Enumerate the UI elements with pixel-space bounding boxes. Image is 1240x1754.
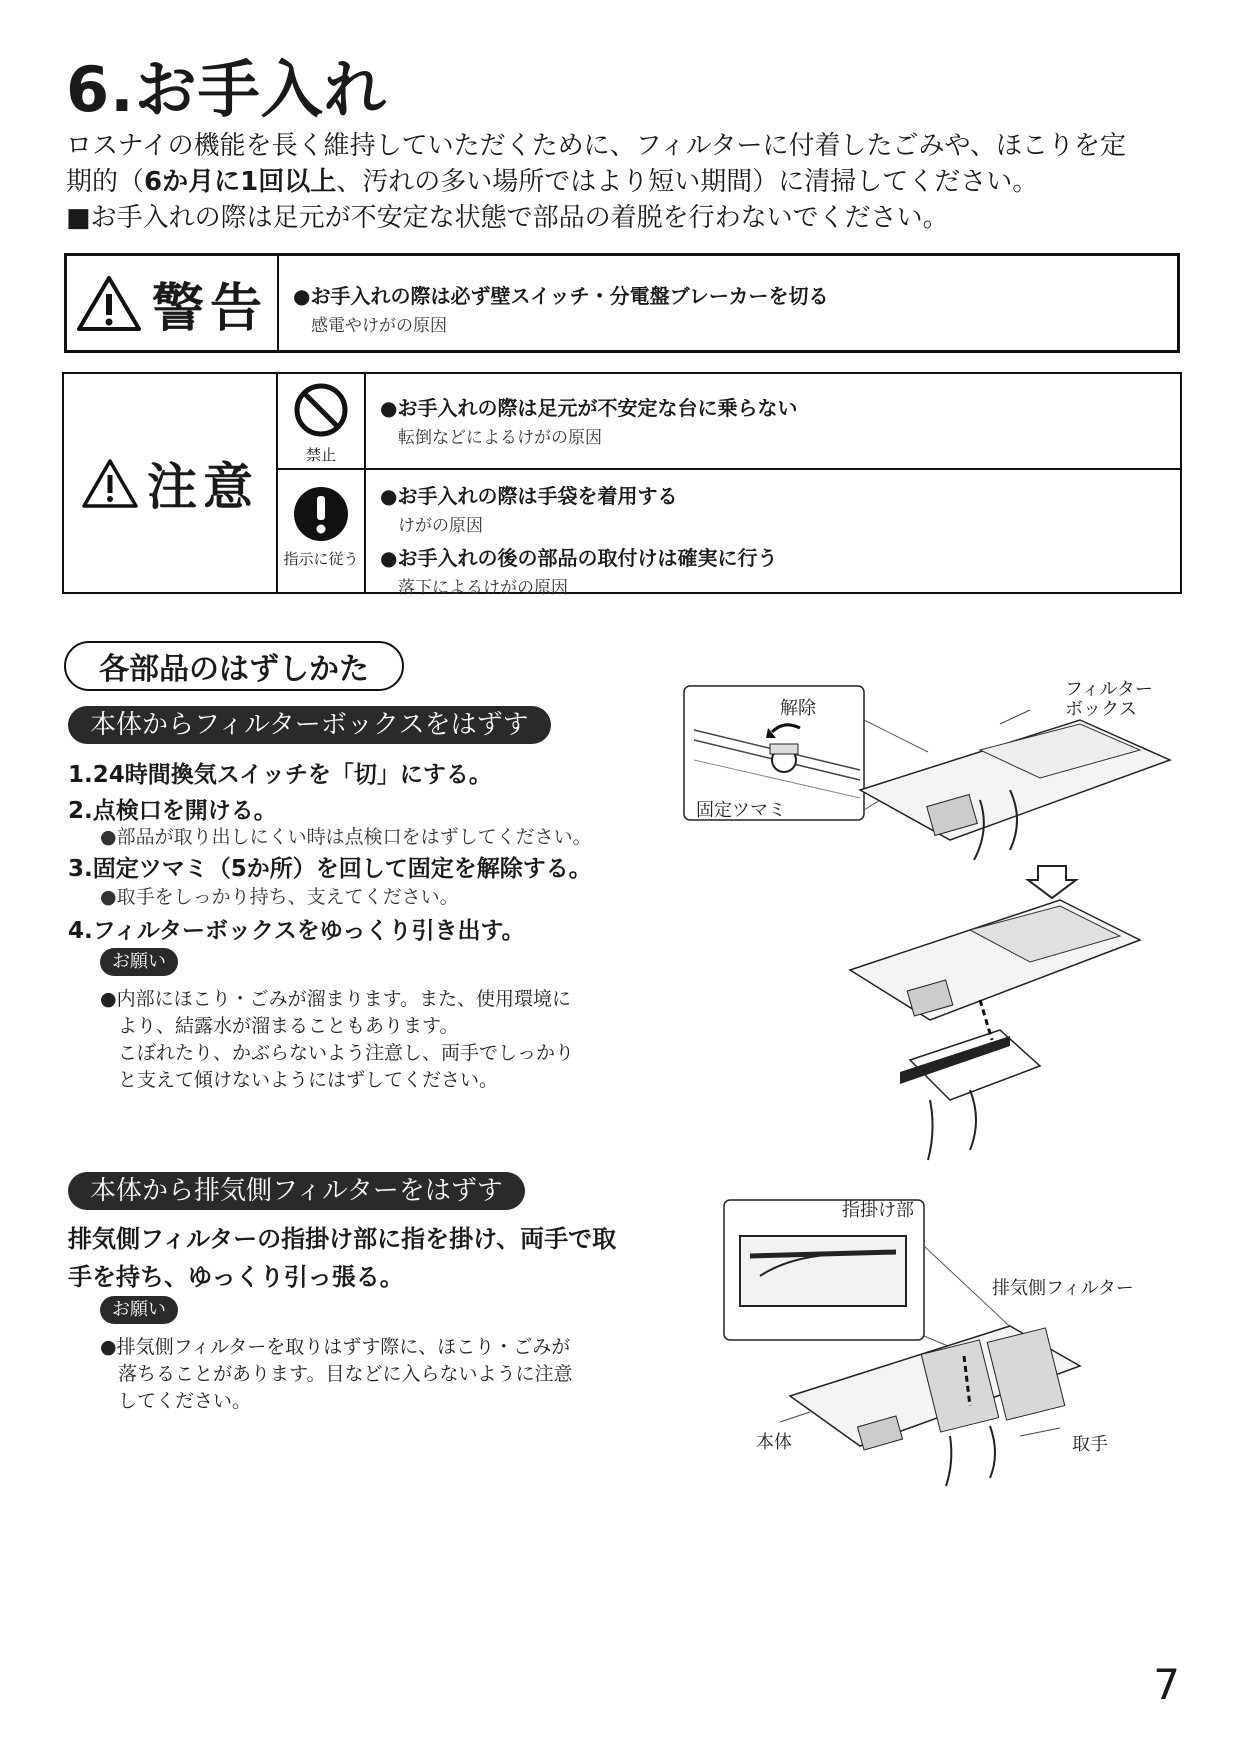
caution-row-divider (364, 468, 1180, 470)
section-header: 各部品のはずしかた (64, 641, 404, 691)
filter-box-illustration (680, 680, 1180, 1180)
label-release: 解除 (780, 698, 816, 719)
figure-filter-box-removal (680, 680, 1180, 1180)
step-2: 2.点検口を開ける。 (68, 798, 277, 824)
warning-sub: 感電やけがの原因 (311, 316, 447, 336)
subsection-2-title: 本体から排気側フィルターをはずす (68, 1172, 525, 1210)
caution-triangle-icon (81, 457, 139, 509)
warning-triangle-icon (76, 274, 142, 332)
caution-label-text: 注意 (147, 458, 259, 516)
step-4: 4.フィルターボックスをゆっくり引き出す。 (68, 918, 525, 944)
note-2: ●部品が取り出しにくい時は点検口をはずしてください。 (100, 826, 592, 848)
label-finger-hold: 指掛け部 (842, 1200, 914, 1221)
label-filter-box: フィルター ボックス (1065, 679, 1153, 720)
caution-content-1 (380, 392, 797, 448)
caution-sub-3: 落下によるけがの原因 (398, 578, 568, 598)
warning-label (67, 256, 279, 350)
step-3: 3.固定ツマミ（5か所）を回して固定を解除する。 (68, 856, 592, 882)
note-3: ●取手をしっかり持ち、支えてください。 (100, 886, 459, 908)
subsection-2-body: 排気側フィルターの指掛け部に指を掛け、両手で取 手を持ち、ゆっくり引っ張る。 (68, 1225, 617, 1291)
caution-content-2 (380, 480, 777, 598)
page-number: 7 (1153, 1660, 1180, 1709)
mandatory-cell (278, 470, 366, 592)
label-handle: 取手 (1072, 1434, 1108, 1455)
caution-item-2: ●お手入れの際は手袋を着用する (380, 484, 678, 508)
onegai-badge-1: お願い (100, 948, 178, 976)
caution-sub-1: 転倒などによるけがの原因 (398, 428, 602, 448)
intro-line-2: 期的（6か月に1回以上、汚れの多い場所ではより短い期間）に清掃してください。 (66, 167, 1039, 197)
onegai-badge-2: お願い (100, 1296, 178, 1324)
subsection-1-title: 本体からフィルターボックスをはずす (68, 706, 551, 744)
page-title: 6.お手入れ (66, 53, 387, 126)
prohibit-cell (278, 374, 366, 470)
warning-item: ●お手入れの際は必ず壁スイッチ・分電盤ブレーカーを切る (293, 284, 829, 308)
request-paragraph-1: ●内部にほこり・ごみが溜まります。また、使用環境に より、結露水が溜まることもあります。 こぼれたり、かぶらないよう注意し、両手でしっかり と支えて傾けないようにはずしてください。 (100, 988, 575, 1091)
prohibit-icon (293, 382, 349, 438)
mandatory-caption: 指示に従う (283, 550, 359, 568)
prohibit-caption: 禁止 (305, 446, 336, 464)
caution-label (64, 374, 278, 592)
warning-box (64, 253, 1180, 353)
intro-line-3: ■お手入れの際は足元が不安定な状態で部品の着脱を行わないでください。 (66, 203, 949, 233)
caution-item-1: ●お手入れの際は足元が不安定な台に乗らない (380, 396, 798, 420)
warning-label-text: 警告 (151, 278, 268, 339)
figure-exhaust-filter-removal (720, 1196, 1180, 1496)
label-fixing-knob: 固定ツマミ (696, 800, 786, 821)
mandatory-exclamation-icon (293, 486, 349, 542)
step-1: 1.24時間換気スイッチを「切」にする。 (68, 762, 492, 788)
caution-box (62, 372, 1182, 598)
intro-line-1: ロスナイの機能を長く維持していただくために、フィルターに付着したごみや、ほこりを定 (66, 131, 1127, 161)
warning-content (293, 280, 828, 336)
request-paragraph-2: ●排気側フィルターを取りはずす際に、ほこり・ごみが 落ちることがあります。目などに入らないように注意 してください。 (100, 1336, 573, 1412)
label-exhaust-filter: 排気側フィルター (992, 1278, 1134, 1299)
caution-sub-2: けがの原因 (398, 516, 483, 536)
label-main-body: 本体 (756, 1432, 792, 1453)
caution-item-3: ●お手入れの後の部品の取付けは確実に行う (380, 546, 778, 570)
